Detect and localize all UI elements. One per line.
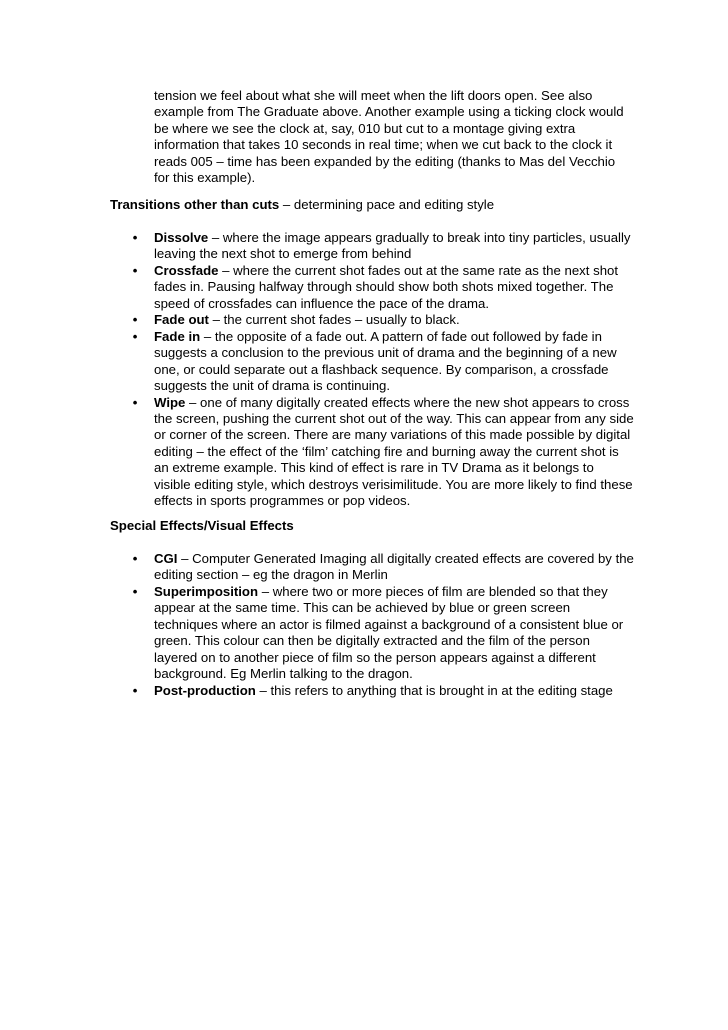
list-item-crossfade [110, 263, 634, 312]
list-item-dissolve [110, 230, 634, 263]
item-term: Crossfade [154, 262, 219, 278]
transitions-heading-bold: Transitions other than cuts [110, 197, 280, 212]
item-text: – Computer Generated Imaging all digitally created effects are covered by the editing section – eg the dragon in Merlin [154, 551, 634, 583]
bullet-icon: • [132, 230, 138, 245]
bullet-icon: • [132, 583, 138, 599]
item-text: – where two or more pieces of film are blended so that they appear at the same time. This can be achieved by blue or green screen techniques where an actor is filmed against a background of a consistent blue or green. This colour can then be digitally extracted and the film of the person layered on to another piece of film so the person appears against a different background. Eg Merlin talking to the dragon. [154, 583, 624, 682]
bullet-icon: • [132, 551, 138, 566]
list-item-wipe [110, 395, 634, 510]
bullet-icon: • [132, 312, 138, 328]
transitions-list [110, 230, 634, 510]
item-term: Dissolve [154, 230, 209, 245]
list-item-post-production [110, 683, 634, 699]
transitions-heading [110, 197, 670, 213]
item-term: Fade out [154, 312, 209, 328]
item-text: – where the image appears gradually to break into tiny particles, usually leaving the next shot to emerge from behind [154, 230, 631, 262]
bullet-icon: • [132, 394, 138, 410]
item-term: Fade in [154, 328, 201, 344]
item-text: – one of many digitally created effects where the new shot appears to cross the screen, pushing the current shot out of the way. This can appear from any side or corner of the screen. There are many variations of this made possible by digital editing – the effect of the ‘film’ catching fire and burning away the current shot is an extreme example. This kind of effect is rare in TV Drama as it belongs to visible editing style, which destroys verisimilitude. You are more likely to find these effects in sports programmes or pop videos. [154, 394, 634, 509]
list-item-fade-in [110, 329, 634, 395]
item-term: CGI [154, 551, 178, 566]
item-term: Superimposition [154, 583, 259, 599]
special-effects-heading-bold: Special Effects/Visual Effects [110, 518, 294, 533]
bullet-icon: • [132, 328, 138, 344]
special-effects-list [110, 551, 634, 699]
item-term: Post-production [154, 682, 256, 698]
item-term: Wipe [154, 394, 186, 410]
list-item-superimposition [110, 584, 634, 683]
bullet-icon: • [132, 682, 138, 698]
bullet-icon: • [132, 262, 138, 278]
item-text: – where the current shot fades out at the same rate as the next shot fades in. Pausing halfway through should show both shots mixed together. The speed of crossfades can influence the pace of the drama. [154, 262, 619, 311]
transitions-heading-rest: – determining pace and editing style [279, 197, 495, 212]
item-text: – the current shot fades – usually to black. [208, 312, 460, 328]
special-effects-heading [110, 518, 670, 534]
intro-continuation-paragraph: tension we feel about what she will meet when the lift doors open. See also example from The Graduate above. Another example using a ticking clock would be where we see the clock at, say, 010 but cut to a montage giving extra information that takes 10 seconds in real time; when we cut back to the clock it reads 005 – time has been expanded by the editing (thanks to Mas del Vecchio for this example). [154, 88, 624, 186]
item-text: – the opposite of a fade out. A pattern of fade out followed by fade in suggests a conclusion to the previous unit of drama and the beginning of a new one, or could separate out a flashback sequence. By comparison, a crossfade suggests the unit of drama is continuing. [154, 328, 617, 394]
list-item-fade-out [110, 312, 634, 328]
item-text: – this refers to anything that is brought in at the editing stage [255, 682, 613, 698]
list-item-cgi [110, 551, 634, 584]
